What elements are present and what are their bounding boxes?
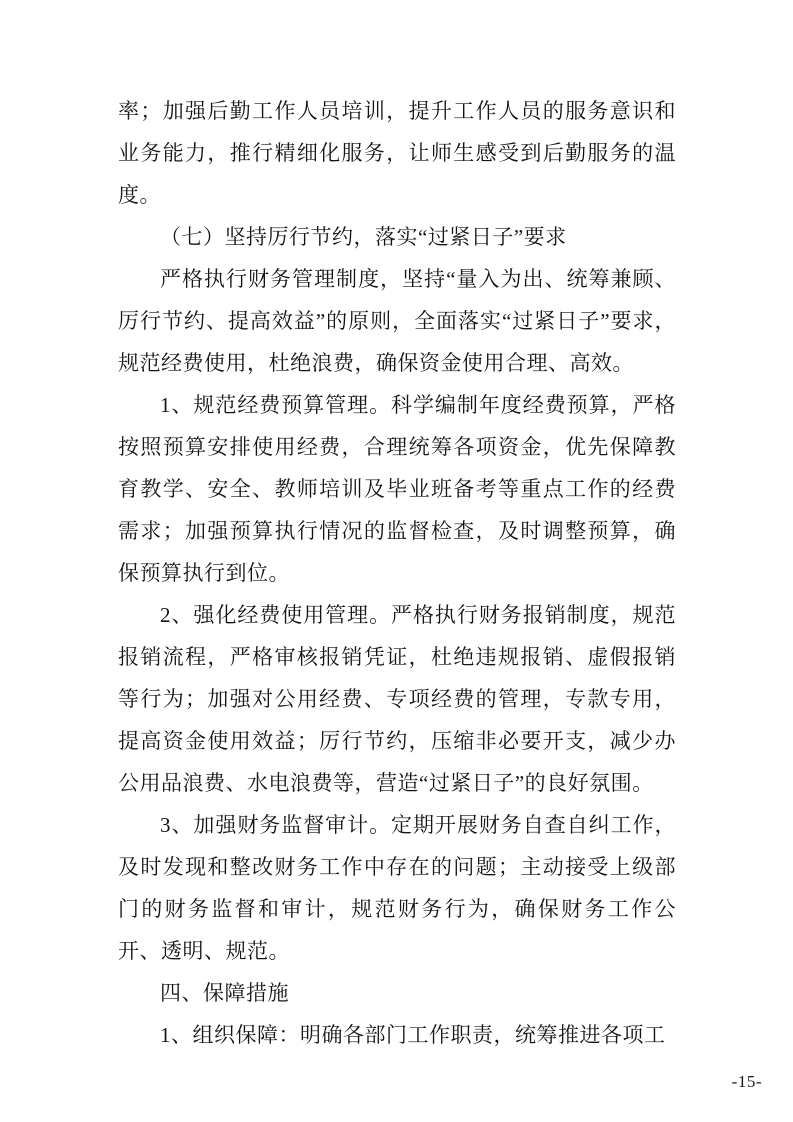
numbered-paragraph: 1、组织保障：明确各部门工作职责，统筹推进各项工 bbox=[160, 1023, 666, 1047]
section-heading: 四、保障措施 bbox=[160, 981, 289, 1005]
page-number: -15- bbox=[731, 1072, 762, 1091]
numbered-paragraph: 3、加强财务监督审计。定期开展财务自查自纠工作，及时发现和整改财务工作中存在的问题；主动接受上级部门的财务监督和审计，规范财务行为，确保财务工作公开、透明、规范。 bbox=[118, 813, 676, 963]
body-paragraph-continuation: 率；加强后勤工作人员培训，提升工作人员的服务意识和业务能力，推行精细化服务，让师生感受到后勤服务的温度。 bbox=[118, 99, 676, 207]
document-body bbox=[118, 90, 676, 1056]
section-heading: （七）坚持厉行节约，落实“过紧日子”要求 bbox=[160, 225, 567, 249]
numbered-paragraph: 1、规范经费预算管理。科学编制年度经费预算，严格按照预算安排使用经费，合理统筹各项资金，优先保障教育教学、安全、教师培训及毕业班备考等重点工作的经费需求；加强预算执行情况的监督检查，及时调整预算，确保预算执行到位。 bbox=[118, 393, 676, 585]
numbered-paragraph: 2、强化经费使用管理。严格执行财务报销制度，规范报销流程，严格审核报销凭证，杜绝违规报销、虚假报销等行为；加强对公用经费、专项经费的管理，专款专用，提高资金使用效益；厉行节约，压缩非必要开支，减少办公用品浪费、水电浪费等，营造“过紧日子”的良好氛围。 bbox=[118, 603, 676, 795]
body-paragraph: 严格执行财务管理制度，坚持“量入为出、统筹兼顾、厉行节约、提高效益”的原则，全面落实“过紧日子”要求，规范经费使用，杜绝浪费，确保资金使用合理、高效。 bbox=[118, 267, 676, 375]
